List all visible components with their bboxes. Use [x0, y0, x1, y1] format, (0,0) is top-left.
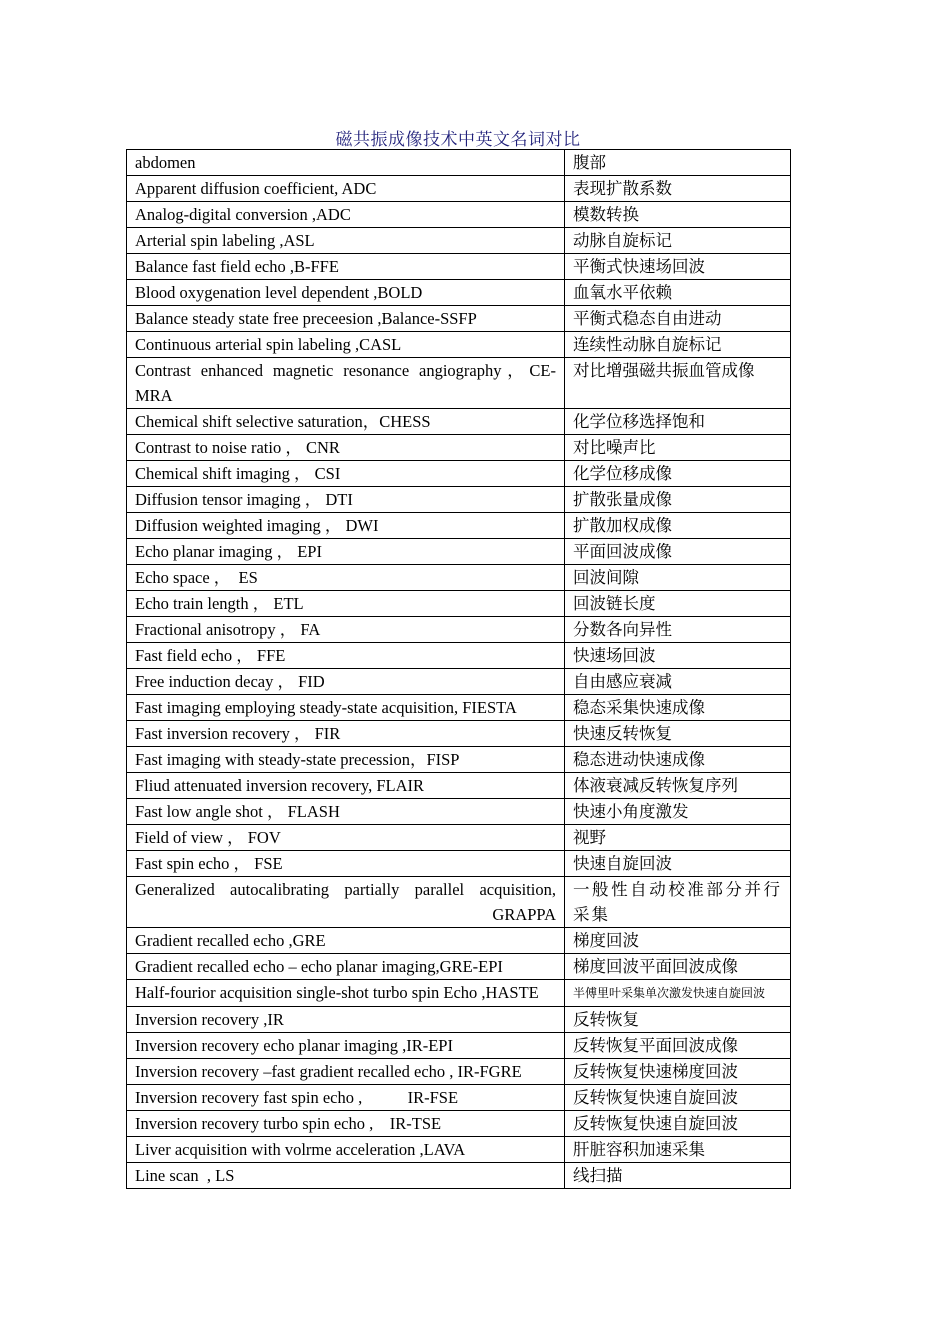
- chinese-term: 模数转换: [565, 202, 791, 228]
- table-row: [127, 332, 791, 358]
- english-term: Liver acquisition with volrme acceleration ,LAVA: [127, 1137, 565, 1163]
- english-term: Fast field echo ， FFE: [127, 643, 565, 669]
- table-row: [127, 877, 791, 928]
- english-term: Contrast enhanced magnetic resonance angiography，CE-MRA: [127, 358, 565, 409]
- english-term: Contrast to noise ratio ， CNR: [127, 435, 565, 461]
- chinese-term: 自由感应衰减: [565, 669, 791, 695]
- chinese-term: 平衡式快速场回波: [565, 254, 791, 280]
- chinese-term: 一般性自动校准部分并行采集: [565, 877, 791, 928]
- table-row: [127, 928, 791, 954]
- table-row: [127, 980, 791, 1007]
- chinese-term: 肝脏容积加速采集: [565, 1137, 791, 1163]
- table-row: [127, 254, 791, 280]
- english-term: Inversion recovery –fast gradient recalled echo , IR-FGRE: [127, 1059, 565, 1085]
- english-term: Fast spin echo ， FSE: [127, 851, 565, 877]
- table-row: [127, 799, 791, 825]
- table-row: [127, 1007, 791, 1033]
- table-row: [127, 695, 791, 721]
- chinese-term: 对比增强磁共振血管成像: [565, 358, 791, 409]
- english-term: Echo planar imaging ， EPI: [127, 539, 565, 565]
- english-term: Arterial spin labeling ,ASL: [127, 228, 565, 254]
- table-row: [127, 1033, 791, 1059]
- english-term: Free induction decay ， FID: [127, 669, 565, 695]
- page-title: 磁共振成像技术中英文名词对比: [335, 130, 581, 149]
- english-term: Fast inversion recovery ， FIR: [127, 721, 565, 747]
- english-term: Continuous arterial spin labeling ,CASL: [127, 332, 565, 358]
- english-term: Diffusion tensor imaging ， DTI: [127, 487, 565, 513]
- english-term: Inversion recovery echo planar imaging ,IR-EPI: [127, 1033, 565, 1059]
- table-row: [127, 202, 791, 228]
- chinese-term: 体液衰减反转恢复序列: [565, 773, 791, 799]
- english-term: Fliud attenuated inversion recovery, FLAIR: [127, 773, 565, 799]
- glossary-table: [126, 149, 791, 1189]
- chinese-term: 动脉自旋标记: [565, 228, 791, 254]
- chinese-term: 半傅里叶采集单次激发快速自旋回波: [565, 980, 791, 1007]
- chinese-term: 快速场回波: [565, 643, 791, 669]
- table-row: [127, 1059, 791, 1085]
- table-row: [127, 565, 791, 591]
- english-term: Analog-digital conversion ,ADC: [127, 202, 565, 228]
- chinese-term: 扩散张量成像: [565, 487, 791, 513]
- table-row: [127, 617, 791, 643]
- table-row: [127, 1085, 791, 1111]
- english-term: Fast imaging with steady-state precession，FISP: [127, 747, 565, 773]
- english-term: Inversion recovery ,IR: [127, 1007, 565, 1033]
- chinese-term: 稳态进动快速成像: [565, 747, 791, 773]
- chinese-term: 扩散加权成像: [565, 513, 791, 539]
- table-row: [127, 747, 791, 773]
- table-row: [127, 280, 791, 306]
- chinese-term: 快速小角度激发: [565, 799, 791, 825]
- chinese-term: 化学位移选择饱和: [565, 409, 791, 435]
- english-term: Apparent diffusion coefficient, ADC: [127, 176, 565, 202]
- english-term: Inversion recovery turbo spin echo , IR-TSE: [127, 1111, 565, 1137]
- table-row: [127, 1137, 791, 1163]
- english-term: Echo space ， ES: [127, 565, 565, 591]
- chinese-term: 化学位移成像: [565, 461, 791, 487]
- table-row: [127, 591, 791, 617]
- chinese-term: 梯度回波平面回波成像: [565, 954, 791, 980]
- chinese-term: 快速自旋回波: [565, 851, 791, 877]
- chinese-term: 回波链长度: [565, 591, 791, 617]
- table-row: [127, 358, 791, 409]
- chinese-term: 线扫描: [565, 1163, 791, 1189]
- english-term: Line scan , LS: [127, 1163, 565, 1189]
- table-row: [127, 176, 791, 202]
- english-term: Generalized autocalibrating partially parallel acquisition, GRAPPA: [127, 877, 565, 928]
- english-term: Fractional anisotropy ， FA: [127, 617, 565, 643]
- english-term: Field of view ， FOV: [127, 825, 565, 851]
- chinese-term: 血氧水平依赖: [565, 280, 791, 306]
- table-row: [127, 721, 791, 747]
- chinese-term: 腹部: [565, 150, 791, 176]
- chinese-term: 分数各向异性: [565, 617, 791, 643]
- chinese-term: 稳态采集快速成像: [565, 695, 791, 721]
- chinese-term: 反转恢复快速梯度回波: [565, 1059, 791, 1085]
- english-term: Blood oxygenation level dependent ,BOLD: [127, 280, 565, 306]
- table-row: [127, 150, 791, 176]
- table-row: [127, 513, 791, 539]
- table-row: [127, 1111, 791, 1137]
- english-term: Half-fourior acquisition single-shot turbo spin Echo ,HASTE: [127, 980, 565, 1007]
- english-term: Fast imaging employing steady-state acquisition, FIESTA: [127, 695, 565, 721]
- english-term: Balance fast field echo ,B-FFE: [127, 254, 565, 280]
- table-row: [127, 773, 791, 799]
- chinese-term: 反转恢复平面回波成像: [565, 1033, 791, 1059]
- english-term: Balance steady state free preceesion ,Balance-SSFP: [127, 306, 565, 332]
- chinese-term: 反转恢复快速自旋回波: [565, 1085, 791, 1111]
- table-row: [127, 487, 791, 513]
- table-row: [127, 461, 791, 487]
- chinese-term: 对比噪声比: [565, 435, 791, 461]
- english-term: Echo train length ， ETL: [127, 591, 565, 617]
- table-row: [127, 851, 791, 877]
- chinese-term: 平衡式稳态自由进动: [565, 306, 791, 332]
- table-row: [127, 954, 791, 980]
- chinese-term: 平面回波成像: [565, 539, 791, 565]
- english-term: abdomen: [127, 150, 565, 176]
- english-term: Chemical shift imaging ， CSI: [127, 461, 565, 487]
- english-term: Gradient recalled echo – echo planar imaging,GRE-EPI: [127, 954, 565, 980]
- chinese-term: 视野: [565, 825, 791, 851]
- table-row: [127, 669, 791, 695]
- table-row: [127, 825, 791, 851]
- table-row: [127, 539, 791, 565]
- chinese-term: 反转恢复: [565, 1007, 791, 1033]
- english-term: Fast low angle shot ， FLASH: [127, 799, 565, 825]
- english-term: Gradient recalled echo ,GRE: [127, 928, 565, 954]
- table-row: [127, 1163, 791, 1189]
- table-row: [127, 228, 791, 254]
- table-row: [127, 435, 791, 461]
- chinese-term: 表现扩散系数: [565, 176, 791, 202]
- chinese-term: 快速反转恢复: [565, 721, 791, 747]
- chinese-term: 反转恢复快速自旋回波: [565, 1111, 791, 1137]
- chinese-term: 回波间隙: [565, 565, 791, 591]
- chinese-term: 连续性动脉自旋标记: [565, 332, 791, 358]
- table-row: [127, 643, 791, 669]
- table-row: [127, 409, 791, 435]
- english-term: Chemical shift selective saturation，CHESS: [127, 409, 565, 435]
- chinese-term: 梯度回波: [565, 928, 791, 954]
- english-term: Diffusion weighted imaging ， DWI: [127, 513, 565, 539]
- english-term: Inversion recovery fast spin echo , IR-FSE: [127, 1085, 565, 1111]
- table-row: [127, 306, 791, 332]
